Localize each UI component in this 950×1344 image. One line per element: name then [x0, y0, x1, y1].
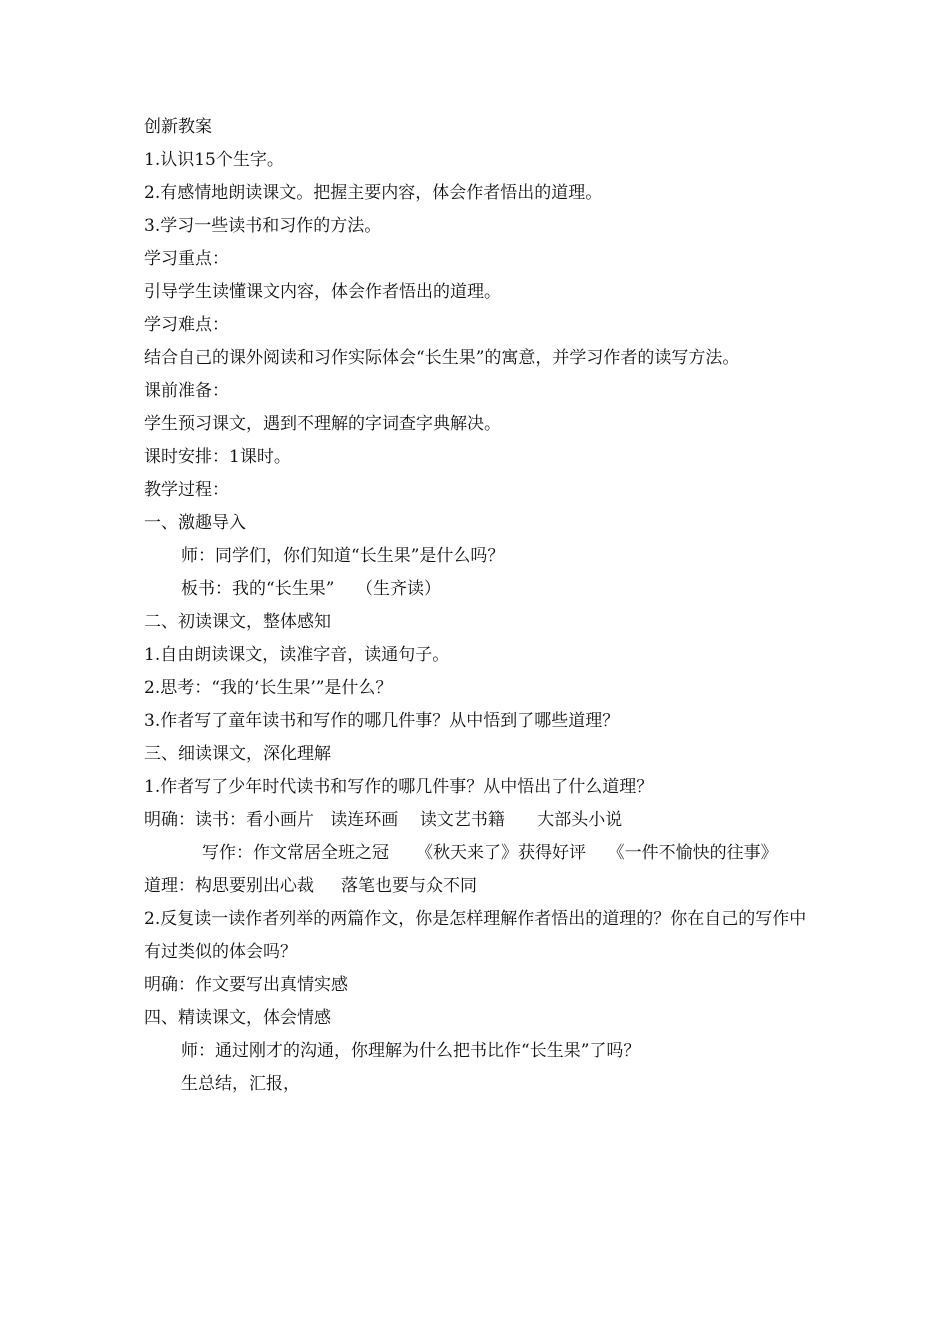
section-3-heading: 三、细读课文，深化理解 — [144, 744, 331, 764]
section-1-board: 板书：我的“长生果” （生齐读） — [181, 579, 441, 599]
section-3-writing — [144, 837, 814, 870]
key-heading: 学习重点： — [144, 249, 229, 269]
schedule: 课时安排：1课时。 — [144, 447, 291, 467]
doc-title: 创新教案 — [144, 117, 212, 137]
section-2-item-1: 1.自由朗读课文，读准字音，读通句子。 — [144, 645, 450, 665]
process-heading: 教学过程： — [144, 480, 229, 500]
prep-heading: 课前准备： — [144, 381, 229, 401]
section-2-item-3: 3.作者写了童年读书和写作的哪几件事？从中悟到了哪些道理？ — [144, 711, 620, 731]
section-3-item-1: 1.作者写了少年时代读书和写作的哪几件事？从中悟出了什么道理？ — [144, 777, 654, 797]
section-3-clear-2: 明确：作文要写出真情实感 — [144, 975, 348, 995]
section-3-clear-reading: 明确：读书：看小画片 读连环画 读文艺书籍 大部头小说 — [144, 810, 623, 830]
difficulty-text: 结合自己的课外阅读和习作实际体会“长生果”的寓意，并学习作者的读写方法。 — [144, 348, 740, 368]
section-2-item-2: 2.思考：“我的‘长生果’”是什么？ — [144, 678, 393, 698]
document-page — [144, 111, 814, 1101]
prep-text: 学生预习课文，遇到不理解的字词查字典解决。 — [144, 414, 501, 434]
section-1-teacher: 师：同学们，你们知道“长生果”是什么吗？ — [181, 546, 505, 566]
section-4-heading: 四、精读课文，体会情感 — [144, 1008, 331, 1028]
difficulty-heading: 学习难点： — [144, 315, 229, 335]
section-4-teacher: 师：通过刚才的沟通，你理解为什么把书比作“长生果”了吗？ — [181, 1041, 641, 1061]
section-3-writing-text: 写作：作文常居全班之冠 《秋天来了》获得好评 《一件不愉快的往事》 — [202, 843, 778, 863]
section-2-heading: 二、初读课文，整体感知 — [144, 612, 331, 632]
goal-3: 3.学习一些读书和习作的方法。 — [144, 216, 382, 236]
goal-1: 1.认识15个生字。 — [144, 150, 284, 170]
section-1-heading: 一、激趣导入 — [144, 513, 246, 533]
key-text: 引导学生读懂课文内容，体会作者悟出的道理。 — [144, 282, 501, 302]
section-3-reason: 道理：构思要别出心裁 落笔也要与众不同 — [144, 876, 478, 896]
goal-2: 2.有感情地朗读课文。把握主要内容，体会作者悟出的道理。 — [144, 183, 603, 203]
section-3-item-2: 2.反复读一读作者列举的两篇作文，你是怎样理解作者悟出的道理的？你在自己的写作中有过类似的体会吗？ — [144, 909, 807, 962]
section-4-student: 生总结，汇报， — [181, 1074, 300, 1094]
